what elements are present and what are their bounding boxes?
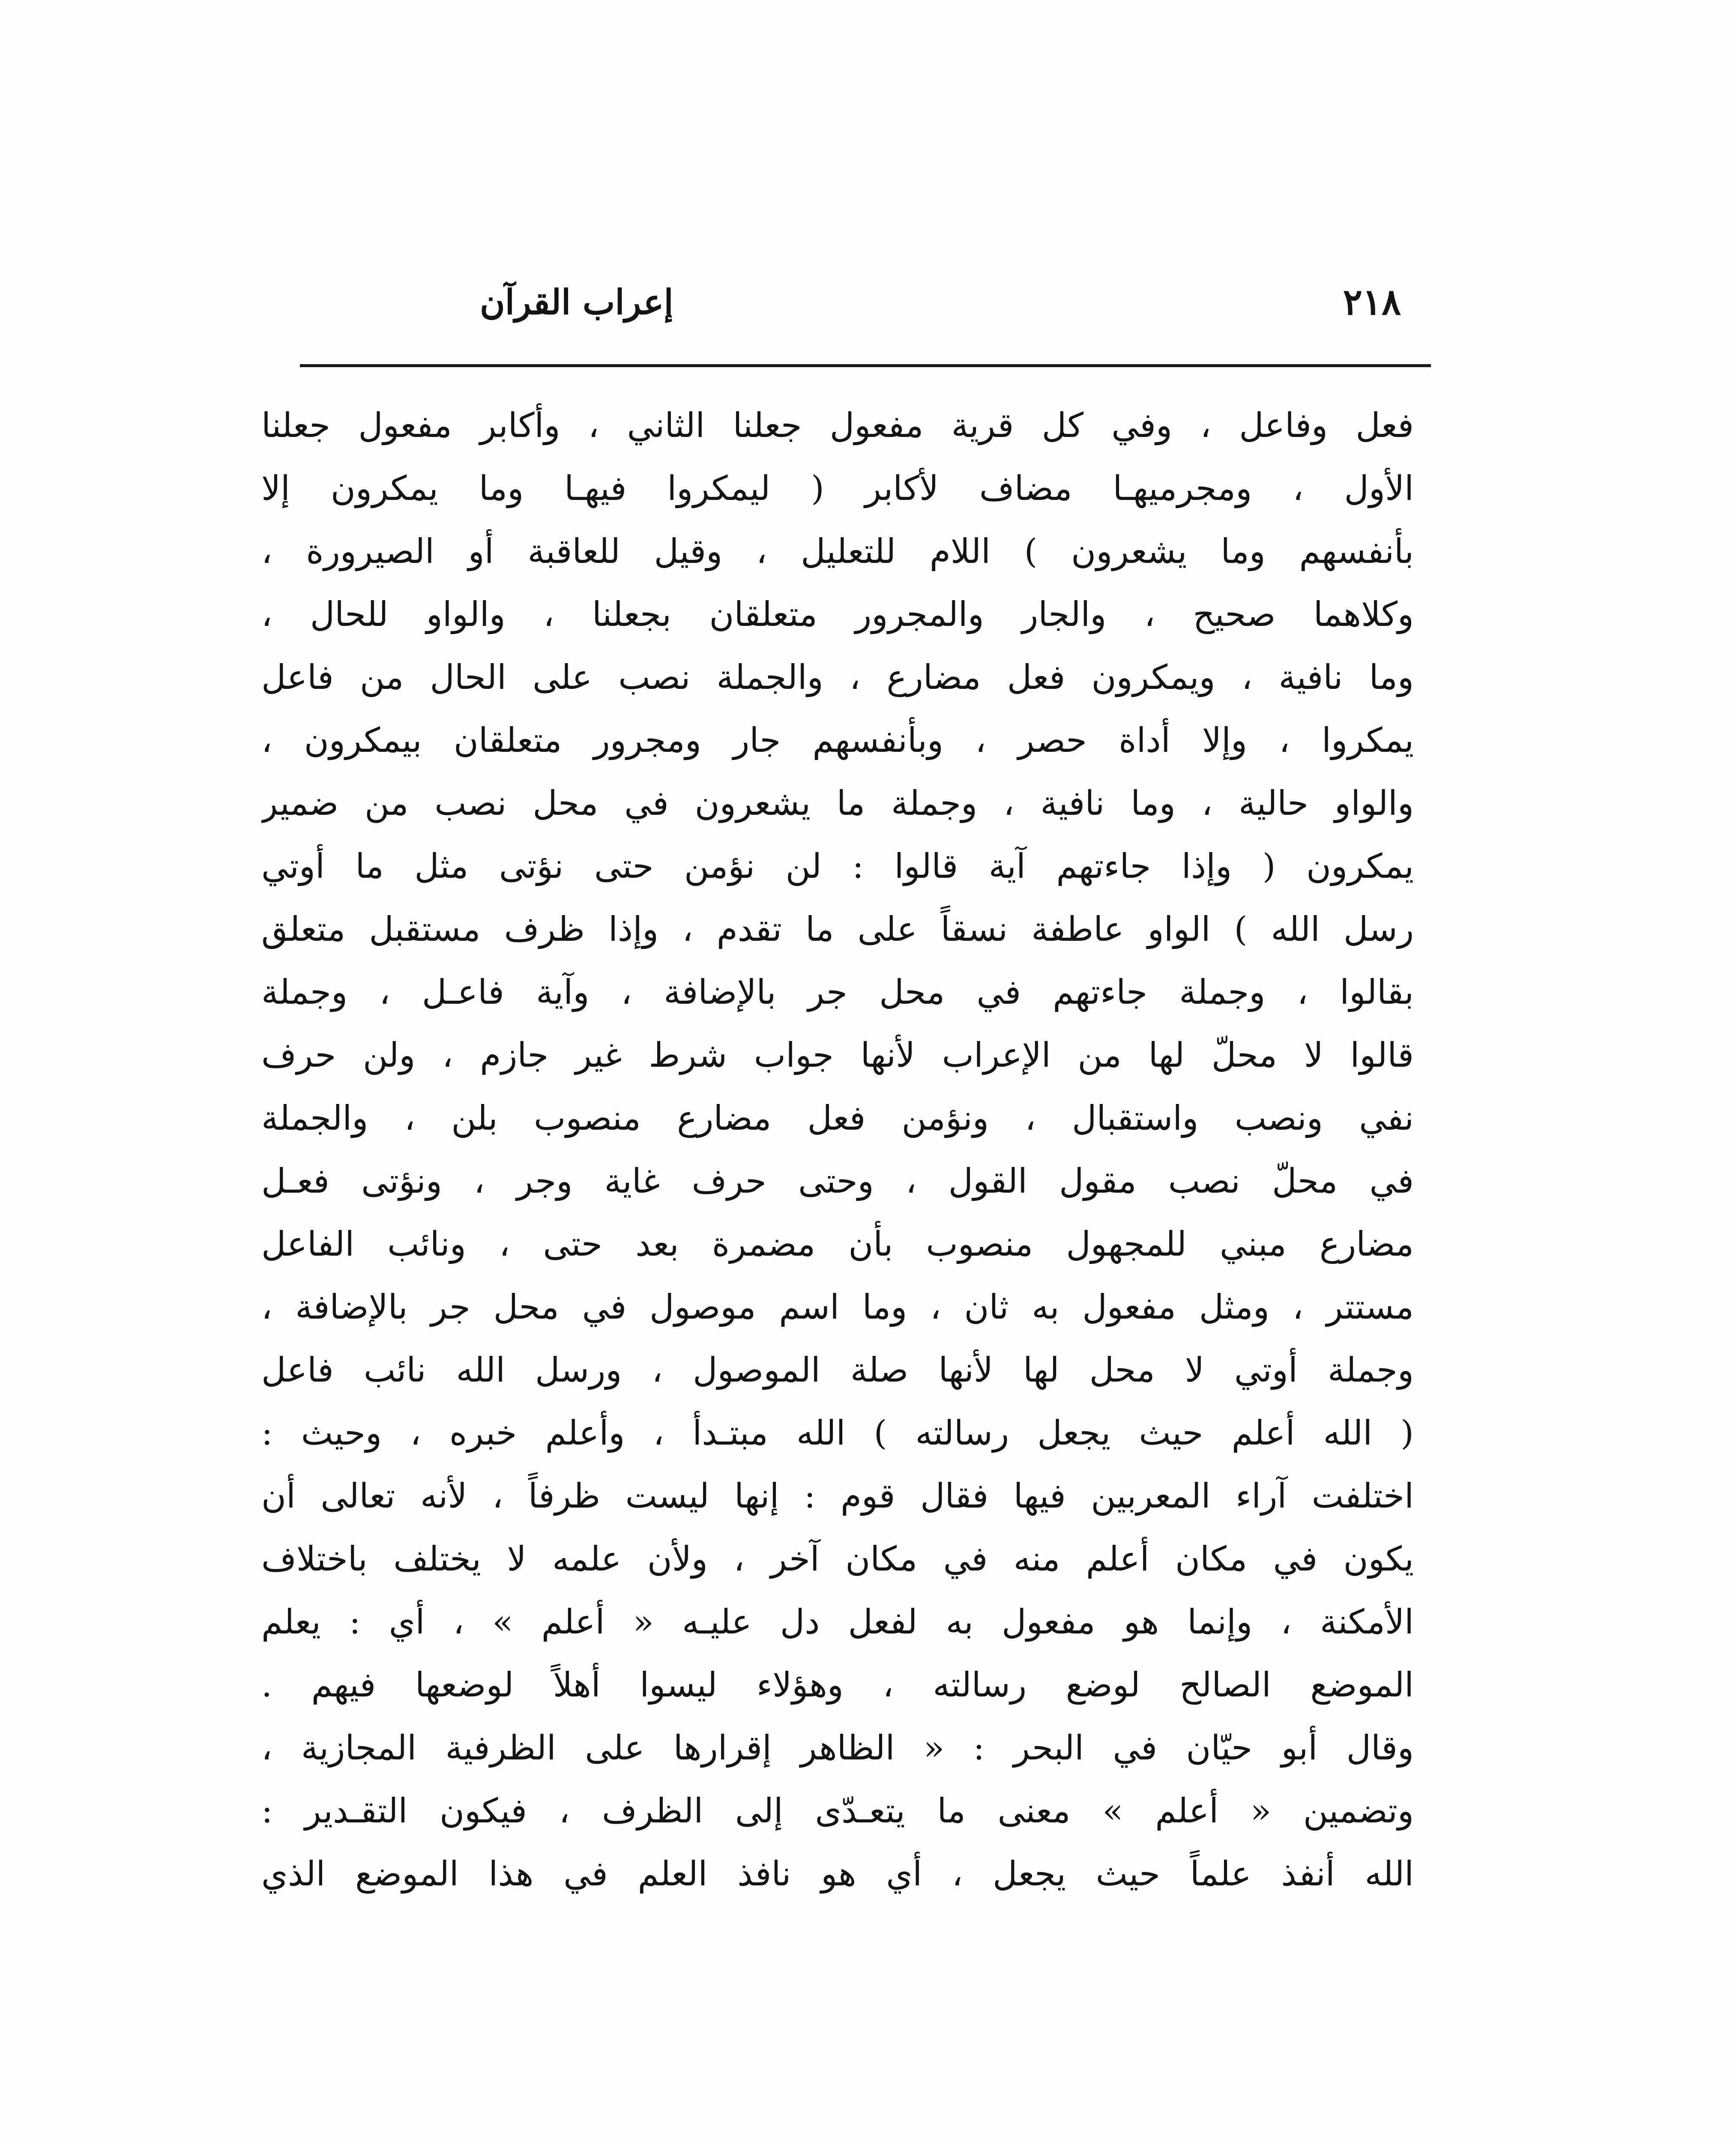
text-line: في محلّ نصب مقول القول ، وحتى حرف غاية وجر ، ونؤتى فعـل (261, 1161, 1414, 1201)
text-line: بأنفسهم وما يشعرون ) اللام للتعليل ، وقيل للعاقبة أو الصيرورة ، (261, 532, 1414, 571)
text-line: وتضمين « أعلم » معنى ما يتعـدّى إلى الظرف ، فيكون التقـدير : (261, 1791, 1414, 1831)
text-line: الله أنفذ علماً حيث يجعل ، أي هو نافذ العلم في هذا الموضع الذي (261, 1854, 1414, 1894)
text-line: يمكروا ، وإلا أداة حصر ، وبأنفسهم جار ومجرور متعلقان بيمكرون ، (261, 721, 1414, 760)
text-line: الأمكنة ، وإنما هو مفعول به لفعل دل عليـه « أعلم » ، أي : يعلم (261, 1602, 1414, 1642)
text-line: وقال أبو حيّان في البحر : « الظاهر إقرارها على الظرفية المجازية ، (261, 1728, 1414, 1768)
text-line: والواو حالية ، وما نافية ، وجملة ما يشعرون في محل نصب من ضمير (261, 784, 1414, 823)
text-line: اختلفت آراء المعربين فيها فقال قوم : إنها ليست ظرفاً ، لأنه تعالى أن (261, 1476, 1414, 1516)
text-line: مضارع مبني للمجهول منصوب بأن مضمرة بعد حتى ، ونائب الفاعل (261, 1224, 1414, 1264)
body-text (261, 394, 1414, 2142)
text-line: الأول ، ومجرميهـا مضاف لأكابر ( ليمكروا فيهـا وما يمكرون إلا (261, 469, 1414, 508)
header-rule (300, 364, 1431, 367)
text-line: نفي ونصب واستقبال ، ونؤمن فعل مضارع منصوب بلن ، والجملة (261, 1098, 1414, 1138)
page-header (300, 274, 1431, 330)
text-line: وما نافية ، ويمكرون فعل مضارع ، والجملة نصب على الحال من فاعل (261, 658, 1414, 697)
page-number: ٢١٨ (1343, 281, 1401, 323)
text-line: وجملة أوتي لا محل لها لأنها صلة الموصول ، ورسل الله نائب فاعل (261, 1350, 1414, 1390)
text-line: بقالوا ، وجملة جاءتهم في محل جر بالإضافة ، وآية فاعـل ، وجملة (261, 972, 1414, 1012)
text-line: فعل وفاعل ، وفي كل قرية مفعول جعلنا الثاني ، وأكابر مفعول جعلنا (261, 406, 1414, 445)
text-line: قالوا لا محلّ لها من الإعراب لأنها جواب شرط غير جازم ، ولن حرف (261, 1035, 1414, 1075)
running-title: إعراب القرآن (480, 282, 673, 322)
text-line: يمكرون ( وإذا جاءتهم آية قالوا : لن نؤمن حتى نؤتى مثل ما أوتي (261, 847, 1414, 886)
text-line: يكون في مكان أعلم منه في مكان آخر ، ولأن علمه لا يختلف باختلاف (261, 1539, 1414, 1579)
text-line: رسل الله ) الواو عاطفة نسقاً على ما تقدم ، وإذا ظرف مستقبل متعلق (261, 909, 1414, 949)
text-line: وكلاهما صحيح ، والجار والمجرور متعلقان بجعلنا ، والواو للحال ، (261, 595, 1414, 634)
text-line: ( الله أعلم حيث يجعل رسالته ) الله مبتـدأ ، وأعلم خبره ، وحيث : (261, 1413, 1414, 1453)
text-line: مستتر ، ومثل مفعول به ثان ، وما اسم موصول في محل جر بالإضافة ، (261, 1287, 1414, 1327)
text-line: الموضع الصالح لوضع رسالته ، وهؤلاء ليسوا أهلاً لوضعها فيهم . (261, 1665, 1414, 1705)
